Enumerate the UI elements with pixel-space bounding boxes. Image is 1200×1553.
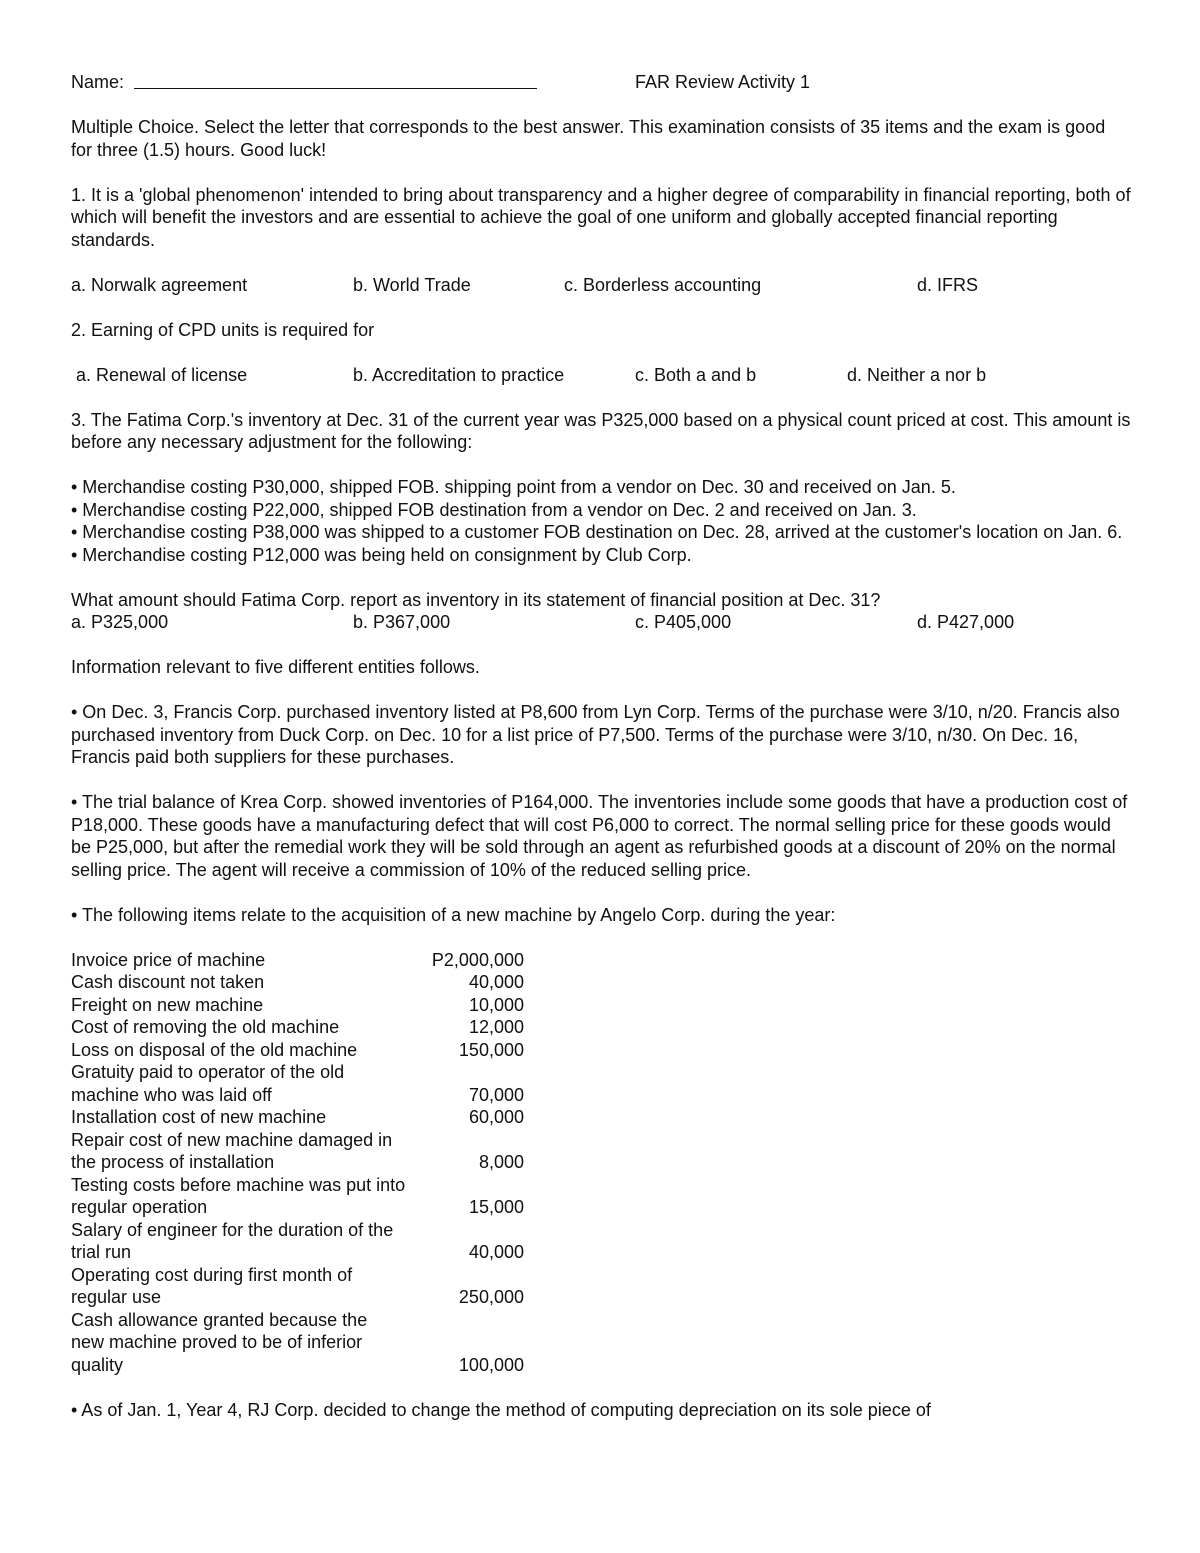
item-amount: 150,000 [458, 1039, 524, 1060]
question-3-text: 3. The Fatima Corp.'s inventory at Dec. 31 of the current year was P325,000 based on a physical count priced at cost. This amount is before any necessary adjustment for the following: [71, 409, 1131, 452]
item-amount: P2,000,000 [431, 949, 524, 970]
table-row [71, 971, 1131, 994]
table-row [71, 1129, 1131, 1174]
q1-choice-d: d. IFRS [917, 274, 979, 295]
q1-choice-c: c. Borderless accounting [564, 274, 762, 295]
item-amount: 40,000 [468, 972, 524, 992]
item-amount: 12,000 [468, 1017, 524, 1037]
question-3-choices [71, 611, 1131, 634]
item-amount: 8,000 [478, 1152, 524, 1172]
item-amount: 40,000 [468, 1242, 524, 1262]
item-amount: 10,000 [468, 994, 524, 1015]
q3-bullet: • Merchandise costing P12,000 was being held on consignment by Club Corp. [71, 544, 692, 565]
q3-bullet: • Merchandise costing P30,000, shipped FOB. shipping point from a vendor on Dec. 30 and received on Jan. 5. [71, 477, 956, 497]
q3-choice-d: d. P427,000 [917, 612, 1015, 632]
item-label: Operating cost during first month of regular use [71, 1264, 353, 1307]
info-rj: • As of Jan. 1, Year 4, RJ Corp. decided to change the method of computing depreciation on its sole piece of [71, 1399, 931, 1420]
table-row [71, 1016, 1131, 1039]
info-francis: • On Dec. 3, Francis Corp. purchased inventory listed at P8,600 from Lyn Corp. Terms of the purchase were 3/10, n/20. Francis also purchased inventory from Duck Corp. on Dec. 10 for a list price of P7,500. Terms of the purchase were 3/10, n/30. On Dec. 16, Francis paid both suppliers for these purchases. [71, 702, 1120, 767]
question-3-prompt: What amount should Fatima Corp. report as inventory in its statement of financial position at Dec. 31? [71, 589, 881, 610]
table-row [71, 1061, 1131, 1106]
info-intro: Information relevant to five different entities follows. [71, 657, 480, 677]
q2-choice-b: b. Accreditation to practice [353, 364, 565, 385]
activity-title: FAR Review Activity 1 [635, 72, 811, 92]
item-amount: 100,000 [458, 1354, 524, 1375]
item-label: Repair cost of new machine damaged in the process of installation [71, 1129, 393, 1172]
item-label: Salary of engineer for the duration of the trial run [71, 1219, 394, 1262]
item-amount: 15,000 [468, 1197, 524, 1217]
item-label: Invoice price of machine [71, 949, 266, 970]
question-1-text: 1. It is a 'global phenomenon' intended to bring about transparency and a higher degree of comparability in financial reporting, both of which will benefit the investors and are essential to achieve the goal of one uniform and globally accepted financial reporting standards. [71, 184, 1131, 250]
table-row [71, 1039, 1131, 1062]
q3-bullet: • Merchandise costing P38,000 was shipped to a customer FOB destination on Dec. 28, arrived at the customer's location on Jan. 6. [71, 522, 1123, 542]
q3-choice-c: c. P405,000 [635, 612, 732, 632]
table-row [71, 1106, 1131, 1129]
table-row [71, 994, 1131, 1017]
instructions: Multiple Choice. Select the letter that corresponds to the best answer. This examination consists of 35 items and the exam is good for three (1.5) hours. Good luck! [71, 117, 1106, 160]
q1-choice-b: b. World Trade [353, 274, 471, 295]
q3-bullet: • Merchandise costing P22,000, shipped FOB destination from a vendor on Dec. 2 and received on Jan. 3. [71, 499, 917, 520]
q3-choice-b: b. P367,000 [353, 612, 451, 632]
item-amount: 70,000 [468, 1084, 524, 1105]
item-label: Cost of removing the old machine [71, 1017, 340, 1037]
angelo-cost-table [71, 949, 1131, 1377]
q2-choice-c: c. Both a and b [635, 364, 757, 385]
item-label: Testing costs before machine was put into regular operation [71, 1174, 406, 1217]
item-label: Loss on disposal of the old machine [71, 1039, 358, 1060]
item-amount: 60,000 [468, 1107, 524, 1127]
item-label: Installation cost of new machine [71, 1107, 327, 1127]
q2-choice-d: d. Neither a nor b [847, 364, 987, 385]
table-row [71, 949, 1131, 972]
item-label: Cash allowance granted because the new machine proved to be of inferior quality [71, 1309, 368, 1375]
q1-choice-a: a. Norwalk agreement [71, 274, 248, 295]
q3-choice-a: a. P325,000 [71, 612, 169, 632]
table-row [71, 1309, 1131, 1377]
document-page [71, 71, 1131, 1421]
item-label: Freight on new machine [71, 994, 264, 1015]
table-row [71, 1174, 1131, 1219]
name-label: Name: [71, 72, 125, 92]
header-row [71, 71, 1131, 94]
info-krea: • The trial balance of Krea Corp. showed inventories of P164,000. The inventories include some goods that have a production cost of P18,000. These goods have a manufacturing defect that will cost P6,000 to correct. The normal selling price for these goods would be P25,000, but after the remedial work they will be sold through an agent as refurbished goods at a discount of 20% on the normal selling price. The agent will receive a commission of 10% of the reduced selling price. [71, 792, 1128, 880]
item-amount: 250,000 [458, 1287, 524, 1307]
table-row [71, 1219, 1131, 1264]
q2-choice-a: a. Renewal of license [76, 364, 248, 385]
name-blank-line [134, 88, 537, 89]
item-label: Cash discount not taken [71, 972, 265, 992]
question-2-text: 2. Earning of CPD units is required for [71, 319, 375, 340]
item-label: Gratuity paid to operator of the old machine who was laid off [71, 1062, 345, 1105]
question-2-choices [71, 364, 1131, 387]
question-3-bullets [71, 476, 1131, 566]
question-1-choices [71, 274, 1131, 297]
info-angelo-intro: • The following items relate to the acquisition of a new machine by Angelo Corp. during the year: [71, 904, 836, 925]
table-row [71, 1264, 1131, 1309]
